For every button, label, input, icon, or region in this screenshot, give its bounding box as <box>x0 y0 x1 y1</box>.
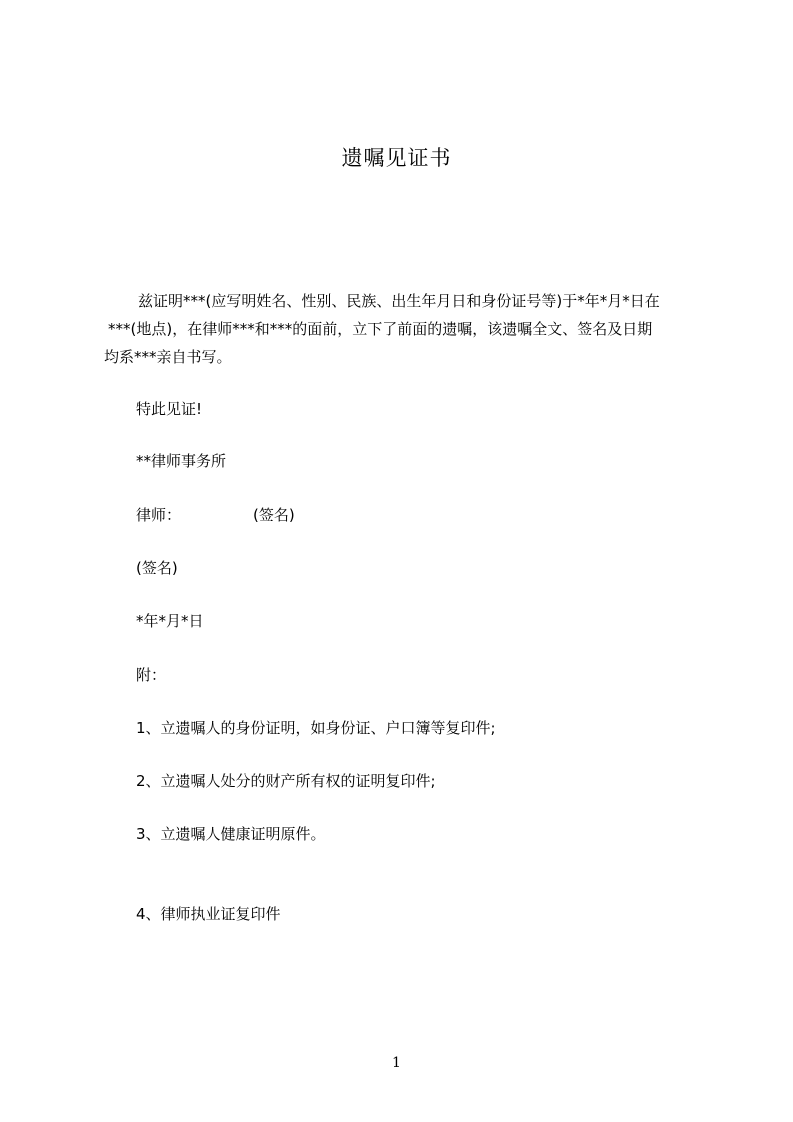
law-firm-name: **律师事务所 <box>136 452 227 470</box>
lawyer-signature-line <box>136 505 295 525</box>
paragraph-line-3: 均系***亲自书写。 <box>104 348 232 366</box>
attachments-label: 附： <box>136 666 167 684</box>
paragraph-line-2: ***(地点)，在律师***和***的面前，立下了前面的遗嘱，该遗嘱全文、签名及日期 <box>108 320 653 338</box>
signature-label-2: (签名) <box>136 559 178 577</box>
signature-label-1: (签名) <box>253 506 295 524</box>
document-title: 遗嘱见证书 <box>341 146 452 170</box>
page-number: 1 <box>392 1055 401 1071</box>
paragraph-line-1: 兹证明***(应写明姓名、性别、民族、出生年月日和身份证号等)于*年*月*日在 <box>138 292 660 310</box>
lawyer-label: 律师： <box>136 506 182 524</box>
attachment-item-4: 4、律师执业证复印件 <box>136 905 281 923</box>
witness-statement: 特此见证! <box>136 400 203 418</box>
attachment-item-1: 1、立遗嘱人的身份证明，如身份证、户口簿等复印件; <box>136 719 496 737</box>
attachment-item-3: 3、立遗嘱人健康证明原件。 <box>136 825 326 843</box>
attachment-item-2: 2、立遗嘱人处分的财产所有权的证明复印件; <box>136 772 436 790</box>
witness-date: *年*月*日 <box>136 612 204 630</box>
